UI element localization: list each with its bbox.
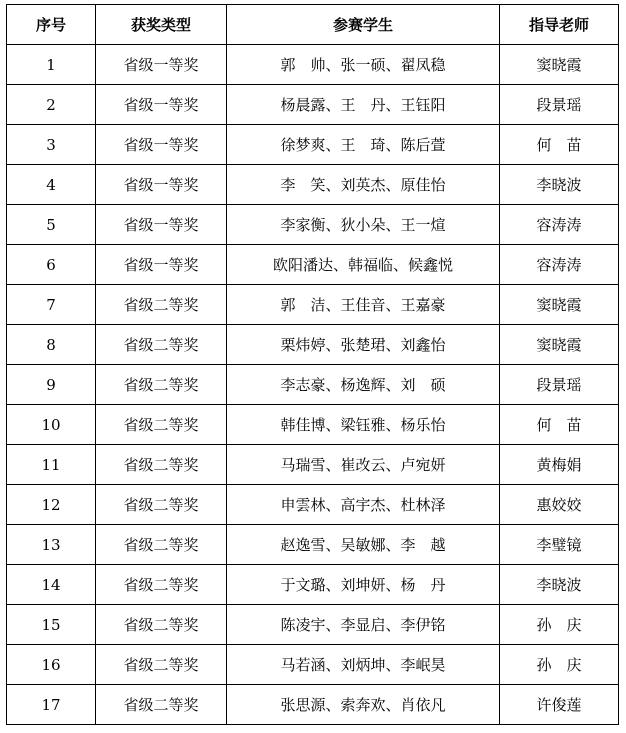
- cell-serial-number: 4: [7, 165, 96, 205]
- cell-teacher: 孙 庆: [500, 605, 619, 645]
- cell-serial-number: 9: [7, 365, 96, 405]
- cell-teacher: 容涛涛: [500, 205, 619, 245]
- cell-students: 徐梦爽、王 琦、陈后萱: [227, 125, 500, 165]
- cell-students: 杨晨露、王 丹、王钰阳: [227, 85, 500, 125]
- cell-serial-number: 16: [7, 645, 96, 685]
- cell-serial-number: 2: [7, 85, 96, 125]
- cell-award-type: 省级二等奖: [96, 645, 227, 685]
- cell-serial-number: 3: [7, 125, 96, 165]
- cell-students: 李志豪、杨逸辉、刘 硕: [227, 365, 500, 405]
- cell-teacher: 何 苗: [500, 125, 619, 165]
- table-row: [7, 85, 619, 125]
- table-row: [7, 45, 619, 85]
- cell-teacher: 孙 庆: [500, 645, 619, 685]
- table-row: [7, 565, 619, 605]
- cell-award-type: 省级二等奖: [96, 405, 227, 445]
- table-row: [7, 685, 619, 725]
- cell-serial-number: 8: [7, 325, 96, 365]
- table-row: [7, 245, 619, 285]
- cell-serial-number: 7: [7, 285, 96, 325]
- cell-award-type: 省级一等奖: [96, 125, 227, 165]
- cell-teacher: 窦晓霞: [500, 325, 619, 365]
- cell-serial-number: 11: [7, 445, 96, 485]
- cell-students: 韩佳博、梁钰雅、杨乐怡: [227, 405, 500, 445]
- cell-award-type: 省级一等奖: [96, 245, 227, 285]
- table-row: [7, 645, 619, 685]
- cell-award-type: 省级一等奖: [96, 85, 227, 125]
- cell-teacher: 李晓波: [500, 565, 619, 605]
- header-award-type: 获奖类型: [96, 5, 227, 45]
- cell-teacher: 何 苗: [500, 405, 619, 445]
- cell-serial-number: 12: [7, 485, 96, 525]
- cell-serial-number: 13: [7, 525, 96, 565]
- table-row: [7, 445, 619, 485]
- table-row: [7, 485, 619, 525]
- cell-teacher: 窦晓霞: [500, 45, 619, 85]
- cell-award-type: 省级一等奖: [96, 205, 227, 245]
- table-row: [7, 125, 619, 165]
- cell-serial-number: 6: [7, 245, 96, 285]
- cell-award-type: 省级二等奖: [96, 685, 227, 725]
- table-row: [7, 205, 619, 245]
- header-teacher: 指导老师: [500, 5, 619, 45]
- header-students: 参赛学生: [227, 5, 500, 45]
- cell-students: 赵逸雪、吴敏娜、李 越: [227, 525, 500, 565]
- cell-serial-number: 17: [7, 685, 96, 725]
- cell-students: 申雲林、高宇杰、杜林泽: [227, 485, 500, 525]
- cell-serial-number: 10: [7, 405, 96, 445]
- cell-teacher: 窦晓霞: [500, 285, 619, 325]
- cell-students: 栗炜婷、张楚珺、刘鑫怡: [227, 325, 500, 365]
- cell-students: 马瑞雪、崔改云、卢宛妍: [227, 445, 500, 485]
- cell-students: 郭 帅、张一硕、翟凤稳: [227, 45, 500, 85]
- cell-serial-number: 5: [7, 205, 96, 245]
- awards-table: [6, 4, 619, 725]
- table-row: [7, 365, 619, 405]
- table-row: [7, 285, 619, 325]
- table-header-row: [7, 5, 619, 45]
- cell-teacher: 黄梅娟: [500, 445, 619, 485]
- cell-award-type: 省级一等奖: [96, 45, 227, 85]
- cell-students: 李家衡、狄小朵、王一煊: [227, 205, 500, 245]
- table-row: [7, 325, 619, 365]
- cell-serial-number: 15: [7, 605, 96, 645]
- cell-serial-number: 14: [7, 565, 96, 605]
- cell-teacher: 许俊莲: [500, 685, 619, 725]
- cell-students: 张思源、索奔欢、肖依凡: [227, 685, 500, 725]
- cell-award-type: 省级二等奖: [96, 605, 227, 645]
- table-row: [7, 165, 619, 205]
- table-row: [7, 605, 619, 645]
- cell-award-type: 省级二等奖: [96, 325, 227, 365]
- cell-teacher: 惠姣姣: [500, 485, 619, 525]
- table-row: [7, 525, 619, 565]
- cell-teacher: 段景瑶: [500, 85, 619, 125]
- cell-award-type: 省级二等奖: [96, 365, 227, 405]
- cell-teacher: 李璧镜: [500, 525, 619, 565]
- cell-award-type: 省级二等奖: [96, 485, 227, 525]
- cell-award-type: 省级二等奖: [96, 445, 227, 485]
- cell-award-type: 省级一等奖: [96, 165, 227, 205]
- cell-students: 于文璐、刘坤妍、杨 丹: [227, 565, 500, 605]
- cell-students: 郭 洁、王佳音、王嘉豪: [227, 285, 500, 325]
- cell-teacher: 李晓波: [500, 165, 619, 205]
- cell-award-type: 省级二等奖: [96, 285, 227, 325]
- header-serial-number: 序号: [7, 5, 96, 45]
- cell-award-type: 省级二等奖: [96, 525, 227, 565]
- cell-students: 李 笑、刘英杰、原佳怡: [227, 165, 500, 205]
- cell-teacher: 容涛涛: [500, 245, 619, 285]
- cell-students: 欧阳潘达、韩福临、候鑫悦: [227, 245, 500, 285]
- cell-students: 陈凌宇、李显启、李伊铭: [227, 605, 500, 645]
- cell-students: 马若涵、刘炳坤、李岷昊: [227, 645, 500, 685]
- cell-serial-number: 1: [7, 45, 96, 85]
- cell-award-type: 省级二等奖: [96, 565, 227, 605]
- table-row: [7, 405, 619, 445]
- cell-teacher: 段景瑶: [500, 365, 619, 405]
- table-body: [7, 45, 619, 725]
